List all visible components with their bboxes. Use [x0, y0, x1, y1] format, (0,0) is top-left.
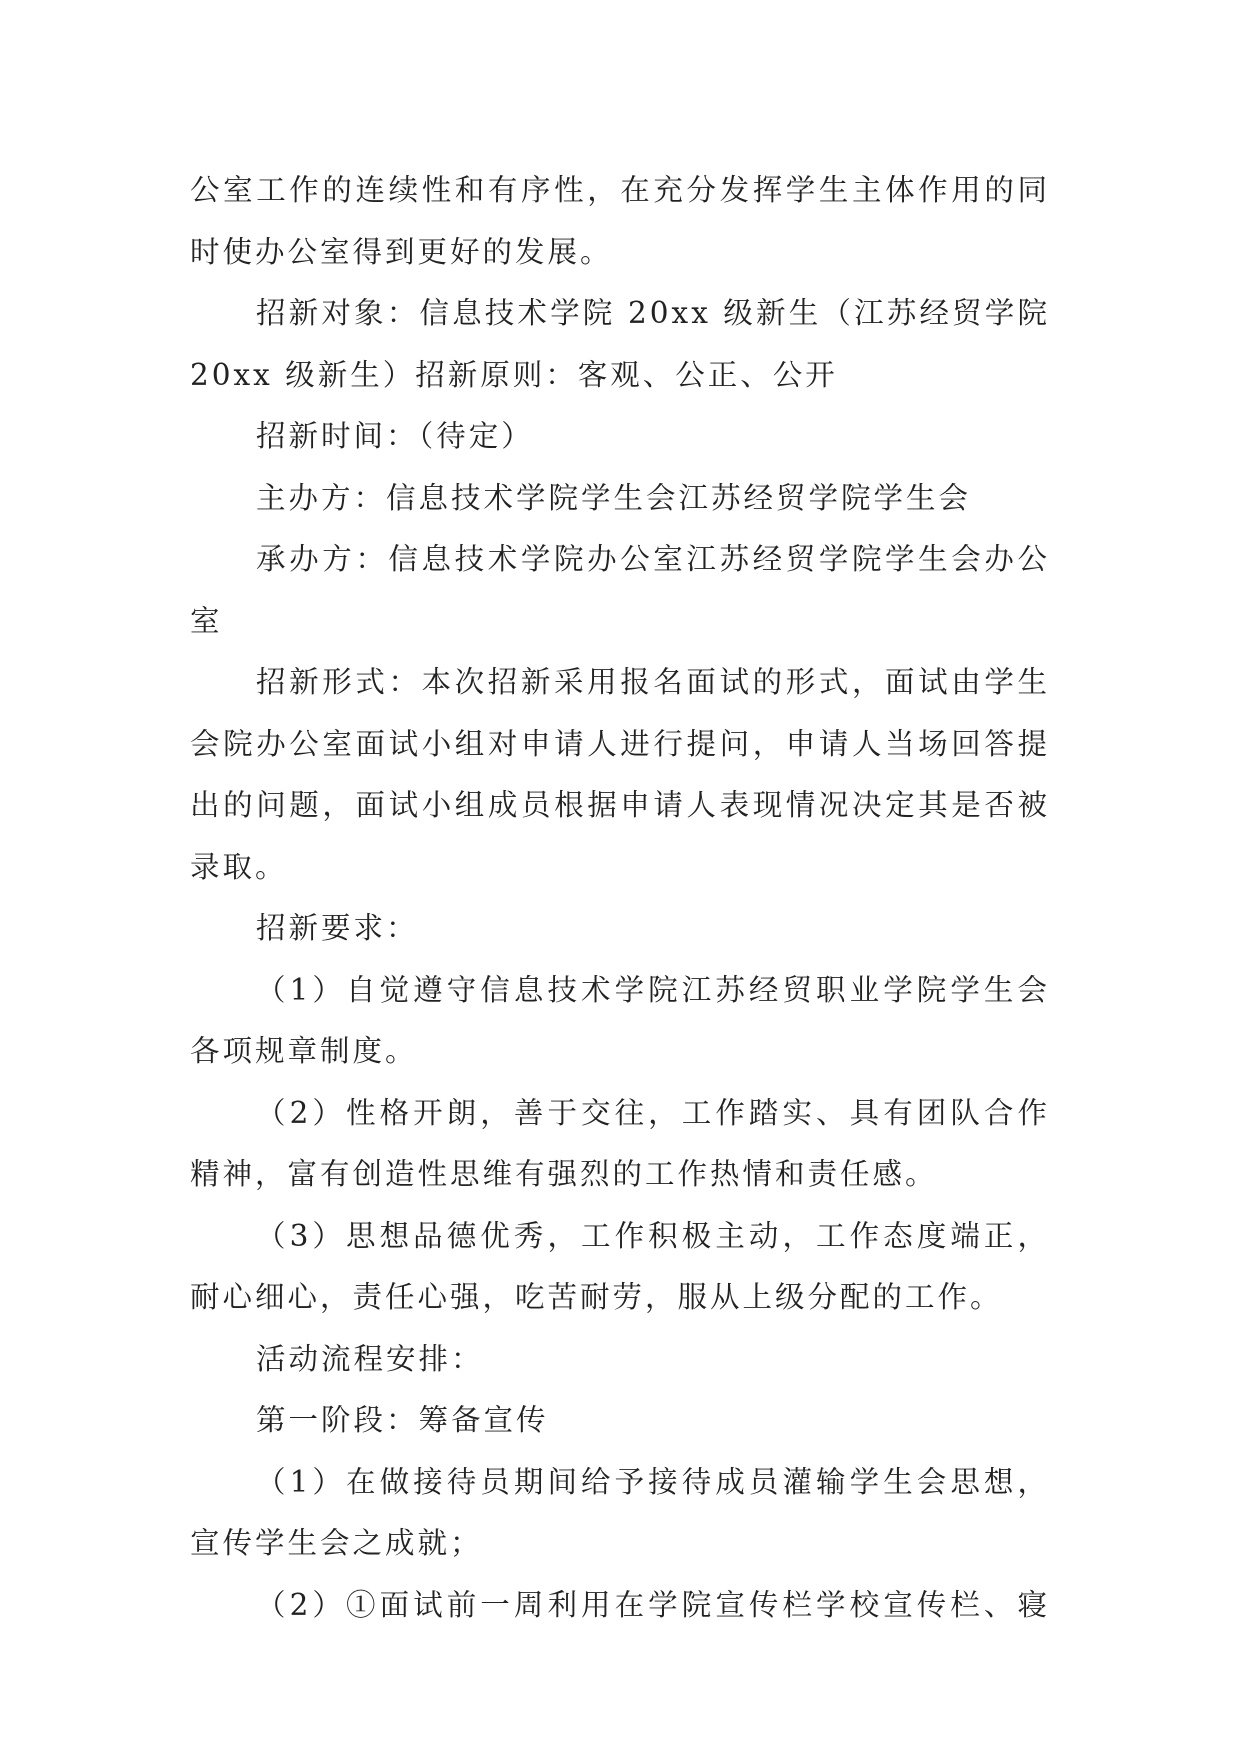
text-line: 出的问题，面试小组成员根据申请人表现情况决定其是否被 — [190, 788, 1050, 822]
text-line: 活动流程安排： — [256, 1341, 484, 1376]
text-line: 招新对象：信息技术学院 20xx 级新生（江苏经贸学院 — [256, 296, 1050, 330]
text-line: 时使办公室得到更好的发展。 — [190, 234, 613, 269]
text-line: （2）①面试前一周利用在学院宣传栏学校宣传栏、寝 — [256, 1587, 1050, 1622]
paragraph — [190, 406, 1050, 468]
text-line: （2）性格开朗，善于交往，工作踏实、具有团队合作 — [256, 1095, 1050, 1130]
paragraph — [190, 1329, 1050, 1391]
text-line: 宣传学生会之成就； — [190, 1526, 483, 1560]
text-line: 招新形式：本次招新采用报名面试的形式，面试由学生 — [256, 665, 1050, 699]
paragraph — [190, 1390, 1050, 1452]
text-line: 20xx 级新生）招新原则：客观、公正、公开 — [190, 357, 838, 392]
document-body — [190, 160, 1050, 1636]
text-line: （1）在做接待员期间给予接待成员灌输学生会思想， — [256, 1464, 1050, 1499]
text-line: 精神，富有创造性思维有强烈的工作热情和责任感。 — [190, 1157, 938, 1191]
text-line: 第一阶段：筹备宣传 — [256, 1403, 549, 1437]
paragraph — [190, 1083, 1050, 1206]
text-line: （3）思想品德优秀，工作积极主动，工作态度端正， — [256, 1218, 1050, 1253]
text-line: 承办方：信息技术学院办公室江苏经贸学院学生会办公 — [256, 542, 1050, 576]
text-line: 公室工作的连续性和有序性，在充分发挥学生主体作用的同 — [190, 173, 1050, 207]
paragraph — [190, 1452, 1050, 1575]
text-line: 各项规章制度。 — [190, 1034, 418, 1068]
text-line: 主办方：信息技术学院学生会江苏经贸学院学生会 — [256, 480, 972, 515]
text-line: （1）自觉遵守信息技术学院江苏经贸职业学院学生会 — [256, 972, 1050, 1007]
text-line: 招新时间：（待定） — [256, 419, 534, 453]
paragraph — [190, 160, 1050, 283]
text-line: 招新要求： — [256, 911, 419, 945]
paragraph — [190, 898, 1050, 960]
paragraph — [190, 468, 1050, 530]
paragraph — [190, 529, 1050, 652]
text-line: 耐心细心，责任心强，吃苦耐劳，服从上级分配的工作。 — [190, 1280, 1003, 1314]
text-line: 录取。 — [190, 849, 288, 884]
paragraph — [190, 652, 1050, 898]
paragraph — [190, 1575, 1050, 1637]
text-line: 会院办公室面试小组对申请人进行提问，申请人当场回答提 — [190, 726, 1050, 761]
paragraph — [190, 960, 1050, 1083]
paragraph — [190, 283, 1050, 406]
text-line: 室 — [190, 603, 223, 638]
paragraph — [190, 1206, 1050, 1329]
